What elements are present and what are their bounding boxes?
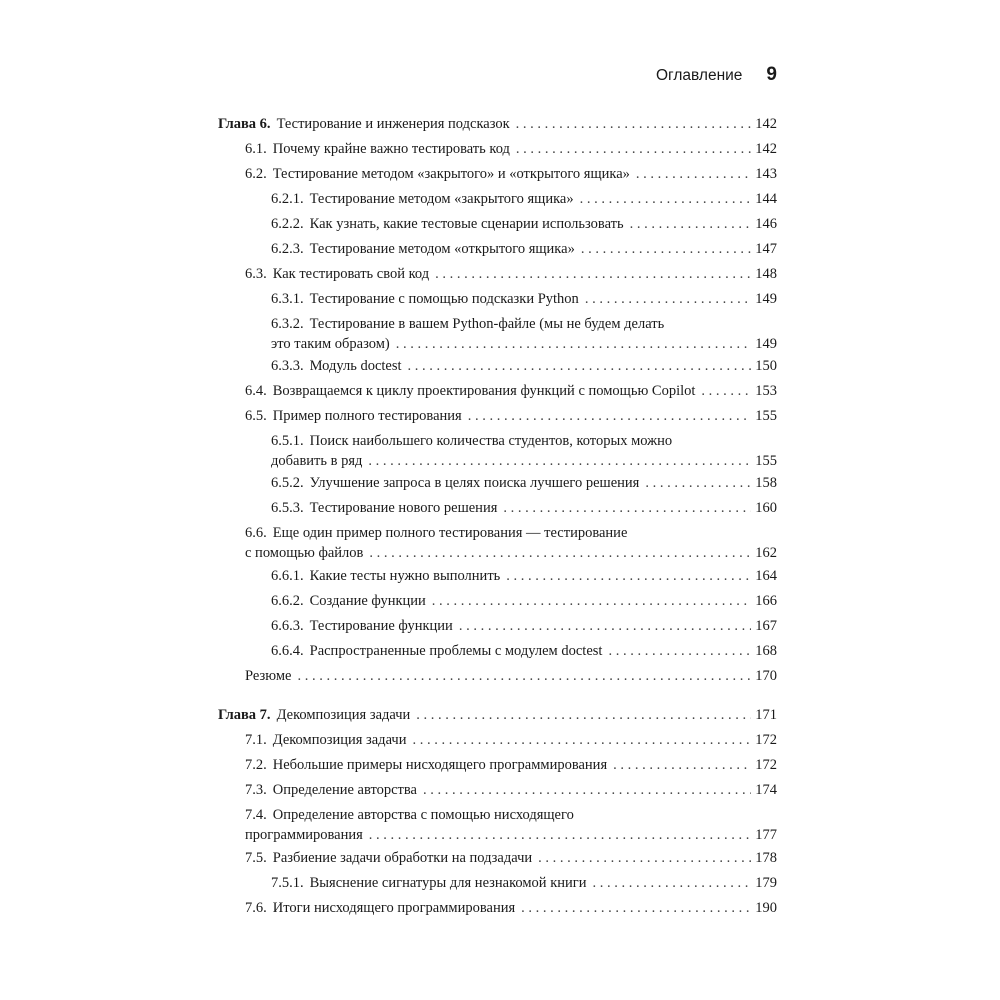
toc-leader-dots (701, 381, 751, 401)
toc-subsection[interactable] (218, 591, 777, 611)
toc-subsection[interactable] (218, 356, 777, 376)
toc-page-number: 149 (755, 291, 777, 307)
toc-number: 6.6.4. (271, 643, 304, 659)
toc-page-number: 155 (755, 408, 777, 424)
toc-leader-dots (423, 780, 751, 800)
toc-number: 7.6. (245, 900, 267, 916)
toc-title: Какие тесты нужно выполнить (309, 568, 501, 584)
toc-page-number: 177 (755, 827, 777, 843)
toc-page-number: 147 (755, 241, 777, 257)
toc-title: Тестирование методом «закрытого ящика» (309, 191, 574, 207)
toc-number: 7.5.1. (271, 875, 304, 891)
toc-page-number: 160 (755, 500, 777, 516)
toc-number: Глава 7. (218, 707, 271, 723)
toc-title: Выяснение сигнатуры для незнакомой книги (309, 875, 587, 891)
toc-page-number: 149 (755, 336, 777, 352)
toc-number: 6.2.3. (271, 241, 304, 257)
toc-page-number: 143 (755, 166, 777, 182)
toc-section[interactable] (218, 264, 777, 284)
toc-subsection[interactable] (218, 289, 777, 309)
toc-title: Небольшие примеры нисходящего программирования (272, 757, 608, 773)
toc-number: 6.6.3. (271, 618, 304, 634)
toc-leader-dots (432, 591, 751, 611)
toc-leader-dots (503, 498, 751, 518)
toc-page-number: 167 (755, 618, 777, 634)
toc-number: 6.3.3. (271, 358, 304, 374)
toc-leader-dots (592, 873, 751, 893)
toc-title: Пример полного тестирования (272, 408, 462, 424)
toc-page-number: 190 (755, 900, 777, 916)
toc-page-number: 142 (755, 141, 777, 157)
toc-subsection[interactable] (218, 473, 777, 493)
toc-title: Итоги нисходящего программирования (272, 900, 516, 916)
toc-leader-dots (613, 755, 751, 775)
toc-leader-dots (608, 641, 751, 661)
toc-leader-dots (580, 189, 752, 209)
toc-section[interactable] (218, 805, 777, 845)
toc-number: 6.6.1. (271, 568, 304, 584)
toc-page-number: 153 (755, 383, 777, 399)
toc-chapter[interactable] (218, 114, 777, 134)
toc-leader-dots (506, 566, 751, 586)
toc-leader-dots (459, 616, 751, 636)
toc-leader-dots (538, 848, 751, 868)
toc-title: Тестирование нового решения (309, 500, 498, 516)
toc-leader-dots (368, 451, 751, 471)
toc-leader-dots (516, 139, 751, 159)
toc-page-number: 172 (755, 732, 777, 748)
toc-page-number: 155 (755, 453, 777, 469)
toc-title: Декомпозиция задачи (272, 732, 407, 748)
toc-leader-dots (581, 239, 751, 259)
toc-leader-dots (435, 264, 751, 284)
toc-title: Тестирование функции (309, 618, 453, 634)
toc-title: Почему крайне важно тестировать код (272, 141, 510, 157)
toc-number: 6.2.1. (271, 191, 304, 207)
toc-leader-dots (297, 666, 751, 686)
toc-section[interactable] (218, 898, 777, 918)
toc-leader-dots (516, 114, 752, 134)
toc-section[interactable] (218, 848, 777, 868)
toc-title: добавить в ряд (271, 453, 363, 469)
toc-title: Модуль doctest (309, 358, 402, 374)
toc-title: Определение авторства с помощью нисходящего (272, 807, 574, 823)
toc-title: Как узнать, какие тестовые сценарии использовать (309, 216, 624, 232)
toc-leader-dots (369, 543, 751, 563)
toc-leader-dots (396, 334, 752, 354)
toc-page-number: 150 (755, 358, 777, 374)
toc-number: 6.6. (245, 525, 267, 541)
toc-title: Улучшение запроса в целях поиска лучшего решения (309, 475, 640, 491)
toc-section[interactable] (218, 381, 777, 401)
toc-page-number: 142 (755, 116, 777, 132)
toc-title: Тестирование и инженерия подсказок (276, 116, 510, 132)
toc-number: 6.1. (245, 141, 267, 157)
toc-page-number: 171 (755, 707, 777, 723)
toc-number: Глава 6. (218, 116, 271, 132)
toc-number: 7.4. (245, 807, 267, 823)
toc-title: программирования (245, 827, 363, 843)
toc-number: 6.4. (245, 383, 267, 399)
toc-subsection[interactable] (218, 616, 777, 636)
toc-page-number: 179 (755, 875, 777, 891)
toc-leader-dots (369, 825, 751, 845)
toc-title: Возвращаемся к циклу проектирования функций с помощью Copilot (272, 383, 696, 399)
toc-page-number: 178 (755, 850, 777, 866)
toc-leader-dots (521, 898, 751, 918)
toc-subsection[interactable] (218, 873, 777, 893)
toc-leader-dots (630, 214, 752, 234)
toc-page-number: 168 (755, 643, 777, 659)
toc-leader-dots (416, 705, 751, 725)
toc-leader-dots (468, 406, 752, 426)
toc-title: Резюме (245, 668, 292, 684)
toc-subsection[interactable] (218, 239, 777, 259)
toc-number: 6.5.2. (271, 475, 304, 491)
toc-number: 7.3. (245, 782, 267, 798)
toc-subsection[interactable] (218, 566, 777, 586)
toc-number: 6.3.2. (271, 316, 304, 332)
toc-leader-dots (412, 730, 751, 750)
toc-title: Декомпозиция задачи (276, 707, 411, 723)
toc-chapter[interactable] (218, 705, 777, 725)
toc-page-number: 144 (755, 191, 777, 207)
toc-number: 6.5.1. (271, 433, 304, 449)
toc-subsection[interactable] (218, 189, 777, 209)
toc-section[interactable] (218, 164, 777, 184)
toc-section[interactable] (218, 523, 777, 563)
toc-title: Распространенные проблемы с модулем doctest (309, 643, 603, 659)
toc-page-number: 146 (755, 216, 777, 232)
toc-title: Разбиение задачи обработки на подзадачи (272, 850, 533, 866)
toc-subsection[interactable] (218, 214, 777, 234)
toc-number: 7.5. (245, 850, 267, 866)
toc-title: это таким образом) (271, 336, 390, 352)
toc-number: 6.6.2. (271, 593, 304, 609)
toc-number: 6.2.2. (271, 216, 304, 232)
toc-page-number: 170 (755, 668, 777, 684)
toc-number: 6.5.3. (271, 500, 304, 516)
toc-number: 6.5. (245, 408, 267, 424)
toc-page-number: 166 (755, 593, 777, 609)
toc-page-number: 174 (755, 782, 777, 798)
toc-title: Поиск наибольшего количества студентов, которых можно (309, 433, 673, 449)
toc-leader-dots (408, 356, 752, 376)
toc-page-number: 172 (755, 757, 777, 773)
toc-section[interactable] (218, 406, 777, 426)
page-number: 9 (766, 64, 777, 85)
toc-subsection[interactable] (218, 498, 777, 518)
toc-title: Как тестировать свой код (272, 266, 430, 282)
toc-leader-dots (636, 164, 751, 184)
toc-subsection[interactable] (218, 641, 777, 661)
toc-number: 7.2. (245, 757, 267, 773)
toc-page-number: 164 (755, 568, 777, 584)
toc-section[interactable] (218, 730, 777, 750)
section-title: Оглавление (656, 67, 743, 84)
toc-title: Тестирование в вашем Python-файле (мы не будем делать (309, 316, 665, 332)
toc-leader-dots (645, 473, 751, 493)
toc-number: 7.1. (245, 732, 267, 748)
toc-number: 6.3.1. (271, 291, 304, 307)
toc-page-number: 148 (755, 266, 777, 282)
toc-subsection[interactable] (218, 431, 777, 471)
toc-section[interactable] (218, 666, 777, 686)
toc-subsection[interactable] (218, 314, 777, 354)
running-header (218, 64, 777, 86)
toc-title: Создание функции (309, 593, 426, 609)
toc-leader-dots (585, 289, 751, 309)
toc-number: 6.3. (245, 266, 267, 282)
toc-page-number: 158 (755, 475, 777, 491)
toc-number: 6.2. (245, 166, 267, 182)
toc-title: Тестирование методом «открытого ящика» (309, 241, 575, 257)
toc-section[interactable] (218, 139, 777, 159)
toc-title: Тестирование методом «закрытого» и «открытого ящика» (272, 166, 630, 182)
toc-section[interactable] (218, 780, 777, 800)
toc-title: с помощью файлов (245, 545, 364, 561)
toc-page-number: 162 (755, 545, 777, 561)
toc-section[interactable] (218, 755, 777, 775)
toc-title: Еще один пример полного тестирования — тестирование (272, 525, 628, 541)
toc-title: Тестирование с помощью подсказки Python (309, 291, 579, 307)
toc-title: Определение авторства (272, 782, 417, 798)
